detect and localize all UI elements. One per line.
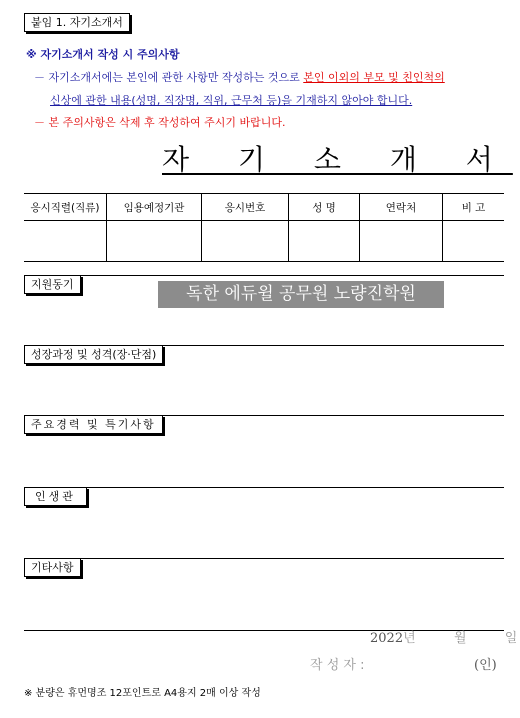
field-contact[interactable] xyxy=(360,221,443,262)
section-body-motivation[interactable] xyxy=(24,296,504,344)
section-body-philosophy[interactable] xyxy=(24,508,504,556)
field-agency[interactable] xyxy=(107,221,202,262)
section-label-career: 주요경력 및 특기사항 xyxy=(24,415,163,434)
col-header: 성 명 xyxy=(289,194,360,221)
section-label-other: 기타사항 xyxy=(24,558,81,577)
divider xyxy=(24,487,504,488)
field-series[interactable] xyxy=(24,221,107,262)
notice-line-2: 신상에 관한 내용(성명, 직장명, 직위, 근무처 등)을 기재하지 않아야 합니다. xyxy=(50,94,413,107)
section-label-philosophy: 인생관 xyxy=(24,487,87,506)
section-label-motivation: 지원동기 xyxy=(24,275,81,294)
col-header: 응시직렬(직류) xyxy=(24,194,107,221)
field-name[interactable] xyxy=(289,221,360,262)
section-body-career[interactable] xyxy=(24,436,504,484)
divider xyxy=(24,275,504,276)
footnote: ※ 분량은 휴먼명조 12포인트로 A4용지 2매 이상 작성 xyxy=(24,688,261,699)
col-header: 임용예정기관 xyxy=(107,194,202,221)
col-header: 연락처 xyxy=(360,194,443,221)
field-remarks[interactable] xyxy=(443,221,505,262)
notice-line-1: － 자기소개서에는 본인에 관한 사항만 작성하는 것으로 본인 이외의 부모 및 친인척의 xyxy=(34,71,445,84)
attachment-label: 붙임 1. 자기소개서 xyxy=(24,13,130,32)
table-header-row xyxy=(24,194,504,221)
section-body-growth[interactable] xyxy=(24,366,504,414)
document-title: 자 기 소 개 서 xyxy=(162,143,513,176)
date-month: 월 xyxy=(453,631,467,646)
table-input-row xyxy=(24,221,504,262)
date-line: 2022년 월 일 xyxy=(370,631,518,646)
applicant-info-table xyxy=(24,193,504,262)
section-body-other[interactable] xyxy=(24,579,504,627)
author-label: 작 성 자 : xyxy=(310,658,365,673)
divider xyxy=(24,558,504,559)
notice-heading: ※ 자기소개서 작성 시 주의사항 xyxy=(26,48,180,61)
section-label-growth: 성장과정 및 성격(장·단점) xyxy=(24,345,163,364)
col-header: 비 고 xyxy=(443,194,505,221)
col-header: 응시번호 xyxy=(202,194,289,221)
field-exam-number[interactable] xyxy=(202,221,289,262)
notice-line-3: － 본 주의사항은 삭제 후 작성하여 주시기 바랍니다. xyxy=(34,116,286,129)
date-day: 일 xyxy=(504,631,518,646)
seal-mark: (인) xyxy=(474,658,497,673)
date-year: 2022 xyxy=(370,631,404,646)
watermark: 독한 에듀윌 공무원 노량진학원 xyxy=(158,281,444,308)
